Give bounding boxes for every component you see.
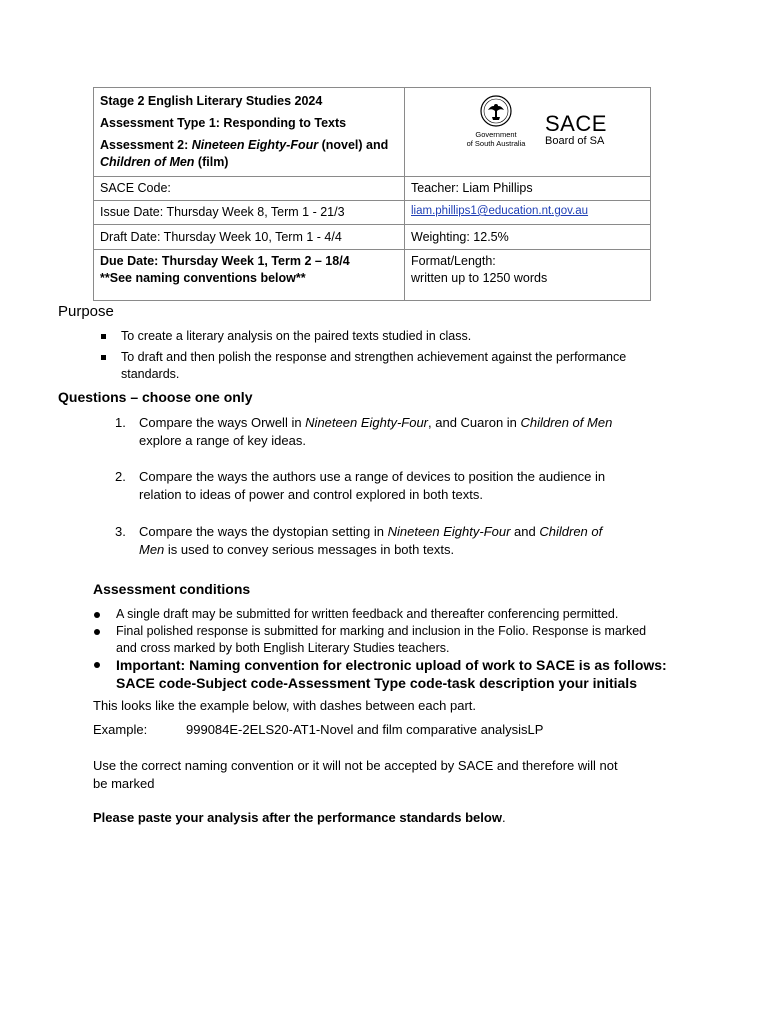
condition-item-important: Important: Naming convention for electronic upload of work to SACE is as follows: SACE code-Subject code-Assessment Type code-task description your initials: [116, 656, 667, 692]
assessment-header-table: [93, 87, 651, 301]
question-3: 3. Compare the ways the dystopian setting in Nineteen Eighty-Four and Children of Men is used to convey serious messages in both texts.: [115, 524, 603, 557]
title-cell: [94, 88, 405, 177]
format-label: Format/Length:: [411, 254, 496, 268]
email-cell: [405, 201, 651, 225]
sace-logo: SACE Board of SA: [545, 111, 607, 147]
question-2: 2. Compare the ways the authors use a range of devices to position the audience in relation to ideas of power and control explored in both texts.: [115, 469, 606, 502]
bullet-square-icon: [101, 334, 106, 339]
format-cell: [405, 250, 651, 301]
purpose-item: To draft and then polish the response and strengthen achievement against the performance standards.: [121, 349, 626, 383]
bullet-dot-icon: [94, 612, 100, 618]
sace-code-label: SACE Code:: [94, 177, 405, 201]
course-title: Stage 2 English Literary Studies 2024: [100, 94, 323, 108]
question-1: 1. Compare the ways Orwell in Nineteen Eighty-Four, and Cuaron in Children of Men explore a range of key ideas.: [115, 415, 613, 448]
questions-heading: Questions – choose one only: [58, 389, 253, 405]
bullet-dot-icon: [94, 629, 100, 635]
assessment-type: Assessment Type 1: Responding to Texts: [100, 116, 347, 130]
example-value: 999084E-2ELS20-AT1-Novel and film comparative analysisLP: [186, 722, 544, 737]
due-date: Due Date: Thursday Week 1, Term 2 – 18/4: [100, 254, 350, 268]
weighting: Weighting: 12.5%: [405, 225, 651, 250]
assessment-title: Assessment 2: Nineteen Eighty-Four (novel) and Children of Men (film): [100, 138, 389, 169]
teacher-email-link[interactable]: liam.phillips1@education.nt.gov.au: [411, 205, 589, 217]
purpose-item: To create a literary analysis on the paired texts studied in class.: [121, 328, 471, 345]
purpose-heading: Purpose: [58, 303, 114, 320]
naming-note: **See naming conventions below**: [100, 271, 306, 285]
condition-item: Final polished response is submitted for marking and inclusion in the Folio. Response is marked and cross marked by both English Literary Studies teachers.: [116, 623, 646, 657]
conditions-heading: Assessment conditions: [93, 581, 251, 597]
naming-warning: Use the correct naming convention or it will not be accepted by SACE and therefore will not be marked: [93, 758, 618, 791]
teacher-name: Teacher: Liam Phillips: [405, 177, 651, 201]
format-value: written up to 1250 words: [411, 271, 548, 285]
example-label: Example:: [93, 722, 148, 737]
due-date-cell: [94, 250, 405, 301]
issue-date: Issue Date: Thursday Week 8, Term 1 - 21/3: [94, 201, 405, 225]
example-intro: This looks like the example below, with dashes between each part.: [93, 698, 476, 713]
government-sa-logo: Government of South Australia: [451, 95, 541, 148]
bullet-dot-icon: [94, 662, 100, 668]
draft-date: Draft Date: Thursday Week 10, Term 1 - 4/4: [94, 225, 405, 250]
piping-shrike-crest-icon: [480, 95, 512, 127]
condition-item: A single draft may be submitted for written feedback and thereafter conferencing permitted.: [116, 606, 618, 623]
paste-instruction: Please paste your analysis after the performance standards below.: [93, 810, 506, 825]
bullet-square-icon: [101, 355, 106, 360]
logo-cell: [405, 88, 651, 177]
